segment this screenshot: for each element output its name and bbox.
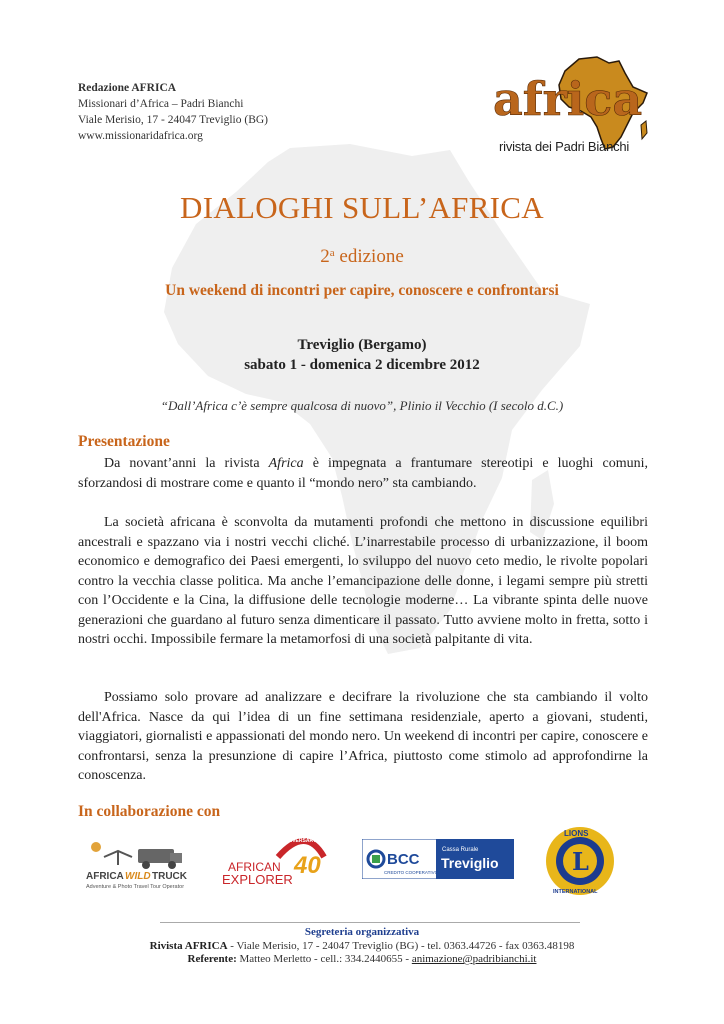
section-collaborazione: In collaborazione con — [78, 803, 221, 820]
africa-magazine-logo — [491, 55, 651, 161]
event-dates: sabato 1 - domenica 2 dicembre 2012 — [244, 357, 480, 373]
lions-logo — [544, 825, 616, 897]
header-org: Redazione AFRICA — [78, 82, 177, 94]
paragraph-1 — [78, 454, 648, 493]
header-website[interactable]: www.missionaridafrica.org — [78, 130, 203, 142]
logo-word: africa — [493, 72, 643, 126]
lions-name: LIONS — [564, 829, 589, 838]
bcc-icon — [362, 839, 514, 879]
event-place-dates — [0, 335, 724, 375]
african-explorer-icon — [218, 833, 328, 891]
bcc-name: Treviglio — [441, 855, 499, 871]
p1-text-a: Da novant’anni la rivista — [104, 456, 269, 471]
quote: “Dall’Africa c’è sempre qualcosa di nuovo”, Plinio il Vecchio (I secolo d.C.) — [160, 398, 564, 413]
edition-label — [0, 246, 724, 268]
subtitle: Un weekend di incontri per capire, conoscere e confrontarsi — [165, 282, 559, 299]
awt-word3: TRUCK — [152, 871, 187, 882]
edition-suffix: a — [329, 247, 335, 259]
edition-number: 2 — [320, 246, 330, 267]
logo-tagline: rivista dei Padri Bianchi — [499, 139, 630, 154]
p1-text-b: è impegnata a frantumare stereotipi e luoghi comuni, sforzandosi di mostrare come e quanto il “mondo nero” sta cambiando. — [78, 456, 648, 491]
bcc-treviglio-logo — [362, 839, 514, 879]
lions-letter: L — [572, 847, 589, 876]
event-place: Treviglio (Bergamo) — [297, 337, 427, 353]
header-line2: Missionari d’Africa – Padri Bianchi — [78, 98, 244, 110]
partner-logos — [78, 829, 648, 895]
bcc-brand: BCC — [387, 851, 420, 868]
footer-referente-label: Referente: — [187, 953, 237, 965]
truck-tree-icon — [84, 835, 204, 891]
ae-line1: AFRICAN — [228, 860, 281, 874]
header-line3: Viale Merisio, 17 - 24047 Treviglio (BG) — [78, 114, 269, 126]
ae-number: 40 — [294, 852, 321, 879]
document-title: DIALOGHI SULL’AFRICA — [180, 190, 544, 225]
ae-line2: EXPLORER — [222, 872, 293, 887]
footer-address — [0, 940, 724, 954]
edition-word: edizione — [339, 246, 404, 267]
paragraph-2: La società africana è sconvolta da mutamenti profondi che mettono in discussione equilibri ancestrali e spazzano via i nostri vecchi cliché. L’inarrestabile processo di urbanizzazione, il boom economico e demografico dei Paesi emergenti, lo sviluppo del nuovo ceto medio, le rivolte popolari contro la vecchia classe politica. Ma anche l’emancipazione delle donne, i legami sempre più stretti con l’Occidente e la Cina, la diffusione delle tecnologie moderne… La vibrante spinta delle nuove generazioni che guardano al futuro senza dimenticare il passato. Tutto avviene molto in fretta, sotto i nostri occhi. Impossibile fermare la metamorfosi di una società palpitante di vita. — [78, 515, 648, 647]
p1-magazine-name: Africa — [268, 456, 304, 471]
footer-magazine: Rivista AFRICA — [149, 939, 228, 952]
footer-email-link[interactable]: animazione@padribianchi.it — [411, 953, 537, 965]
footer — [0, 926, 724, 967]
lions-bottom: INTERNATIONAL — [553, 889, 598, 895]
bcc-top: Cassa Rurale — [442, 847, 479, 853]
african-explorer-logo — [218, 833, 328, 891]
bcc-sub: CREDITO COOPERATIVO — [384, 870, 439, 875]
editorial-address — [78, 80, 268, 144]
section-presentazione: Presentazione — [78, 433, 170, 450]
ae-arc: ANNIVERSARY — [280, 838, 317, 844]
footer-segreteria: Segreteria organizzativa — [304, 926, 420, 938]
footer-divider — [160, 922, 580, 923]
footer-contact — [0, 953, 724, 967]
awt-word1: AFRICA — [86, 871, 124, 882]
footer-address-text: - Viale Merisio, 17 - 24047 Treviglio (BG) - tel. 0363.44726 - fax 0363.48198 — [227, 939, 575, 952]
africa-wild-truck-logo — [84, 835, 204, 891]
footer-referente-text: Matteo Merletto - cell.: 334.2440655 - — [236, 953, 412, 965]
awt-tagline: Adventure & Photo Travel Tour Operator — [86, 884, 185, 890]
awt-word2: WILD — [125, 871, 151, 882]
lions-icon — [544, 825, 616, 897]
paragraph-3: Possiamo solo provare ad analizzare e decifrare la rivoluzione che sta cambiando il volto dell'Africa. Nasce da qui l’idea di un fine settimana residenziale, aperto a giovani, studenti, viaggiatori, giornalisti e appassionati del mondo nero. Un weekend di incontri per capire, conoscere e confrontarsi, senza la presunzione di capire l’Africa, piuttosto come stimolo ad approfondirne la conoscenza. — [78, 690, 648, 783]
